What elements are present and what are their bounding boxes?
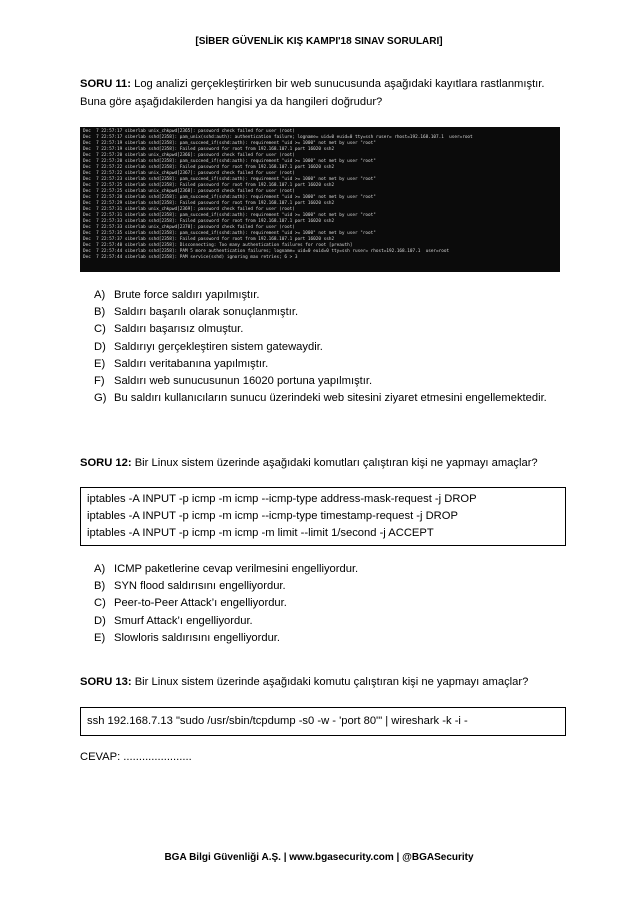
log-line: Dec 7 22:57:17 siberlab unix_chkpwd[2365]: password check failed for user (root) — [83, 129, 295, 134]
log-line: Dec 7 22:57:31 siberlab sshd[2358]: pam_succeed_if(sshd:auth): requirement "uid >= 1000" not met by user "root" — [83, 213, 376, 218]
log-line: Dec 7 22:57:22 siberlab unix_chkpwd[2367]: password check failed for user (root) — [83, 171, 295, 176]
option-item — [94, 613, 554, 630]
option-item — [94, 630, 554, 647]
option-text: Saldırı başarısız olmuştur. — [114, 323, 244, 336]
option-item — [94, 287, 554, 304]
log-line: Dec 7 22:57:17 siberlab sshd[2358]: pam_unix(sshd:auth): authentication failure; logname= uid=0 euid=0 tty=ssh ruser= rhost=192.168.107.1 user=root — [83, 135, 473, 140]
question-13-text: Bir Linux sistem üzerinde aşağıdaki komutu çalıştıran kişi ne yapmayı amaçlar? — [131, 676, 529, 688]
log-line: Dec 7 22:57:25 siberlab unix_chkpwd[2368]: password check failed for user (root) — [83, 189, 295, 194]
option-item — [94, 373, 554, 390]
option-key: E) — [94, 357, 106, 370]
log-terminal — [80, 127, 560, 272]
option-key: B) — [94, 580, 106, 593]
question-12-text: Bir Linux sistem üzerinde aşağıdaki komutları çalıştıran kişi ne yapmayı amaçlar? — [131, 457, 538, 469]
log-line: Dec 7 22:57:29 siberlab sshd[2358]: Failed password for root from 192.168.107.1 port 16020 ssh2 — [83, 201, 335, 206]
option-text: Saldırıyı gerçekleştiren sistem gatewaydir. — [114, 340, 323, 353]
question-12-options — [94, 561, 554, 647]
option-key: A) — [94, 563, 106, 575]
option-text: Saldırı veritabanına yapılmıştır. — [114, 357, 269, 370]
log-line: Dec 7 22:57:33 siberlab unix_chkpwd[2370]: password check failed for user (root) — [83, 225, 295, 230]
question-12-command-box — [80, 487, 566, 546]
question-11-label: SORU 11: — [80, 78, 131, 90]
option-key: D) — [94, 614, 106, 627]
question-13-label: SORU 13: — [80, 676, 132, 688]
question-12-label: SORU 12: — [80, 457, 132, 469]
option-item — [94, 578, 554, 595]
option-item — [94, 595, 554, 612]
option-text: Peer-to-Peer Attack’ı engelliyordur. — [114, 597, 287, 610]
question-13-command-box — [80, 707, 566, 736]
page-footer: BGA Bilgi Güvenliği A.Ş. | www.bgasecurity.com | @BGASecurity — [164, 852, 474, 863]
question-13 — [80, 673, 560, 691]
log-line: Dec 7 22:57:35 siberlab sshd[2358]: pam_succeed_if(sshd:auth): requirement "uid >= 1000" not met by user "root" — [83, 231, 376, 236]
log-line: Dec 7 22:57:23 siberlab sshd[2358]: pam_succeed_if(sshd:auth): requirement "uid >= 1000" not met by user "root" — [83, 177, 376, 182]
answer-line: CEVAP: ...................... — [80, 751, 192, 763]
question-11 — [80, 75, 560, 111]
option-key: F) — [94, 375, 105, 388]
log-line: Dec 7 22:57:31 siberlab unix_chkpwd[2369]: password check failed for user (root) — [83, 207, 295, 212]
option-text: Brute force saldırı yapılmıştır. — [114, 289, 260, 301]
log-line: Dec 7 22:57:19 siberlab sshd[2358]: Failed password for root from 192.168.107.1 port 16020 ssh2 — [83, 147, 335, 152]
question-11-text: Log analizi gerçekleştirirken bir web sunucusunda aşağıdaki kayıtlara rastlanmıştır. Buna göre aşağıdakilerden hangisi ya da hangileri doğrudur? — [80, 78, 545, 108]
question-11-options — [94, 287, 554, 407]
option-text: ICMP paketlerine cevap verilmesini engelliyordur. — [114, 563, 359, 575]
command-line: iptables -A INPUT -p icmp -m icmp -m limit --limit 1/second -j ACCEPT — [87, 527, 434, 539]
log-line: Dec 7 22:57:33 siberlab sshd[2358]: Failed password for root from 192.168.107.1 port 16020 ssh2 — [83, 219, 335, 224]
log-line: Dec 7 22:57:28 siberlab sshd[2358]: pam_succeed_if(sshd:auth): requirement "uid >= 1000" not met by user "root" — [83, 195, 376, 200]
option-key: D) — [94, 340, 106, 353]
log-line: Dec 7 22:57:22 siberlab sshd[2358]: Failed password for root from 192.168.107.1 port 16020 ssh2 — [83, 165, 335, 170]
option-item — [94, 561, 554, 578]
log-line: Dec 7 22:57:44 siberlab sshd[2358]: PAM 5 more authentication failures; logname= uid=0 euid=0 tty=ssh ruser= rhost=192.168.107.1 user=root — [83, 249, 450, 254]
command-line: iptables -A INPUT -p icmp -m icmp --icmp-type timestamp-request -j DROP — [87, 510, 458, 522]
option-key: B) — [94, 306, 106, 319]
log-line: Dec 7 22:57:25 siberlab sshd[2358]: Failed password for root from 192.168.107.1 port 16020 ssh2 — [83, 183, 335, 188]
question-12 — [80, 454, 560, 472]
log-line: Dec 7 22:57:20 siberlab sshd[2358]: pam_succeed_if(sshd:auth): requirement "uid >= 1000" not met by user "root" — [83, 159, 376, 164]
option-key: A) — [94, 289, 106, 301]
option-item — [94, 321, 554, 338]
option-text: SYN flood saldırısını engelliyordur. — [114, 580, 286, 593]
command-line: ssh 192.168.7.13 "sudo /usr/sbin/tcpdump -s0 -w - 'port 80'" | wireshark -k -i - — [87, 715, 468, 727]
option-item — [94, 339, 554, 356]
option-text: Saldırı başarılı olarak sonuçlanmıştır. — [114, 306, 299, 319]
option-text: Slowloris saldırısını engelliyordur. — [114, 631, 281, 644]
log-line: Dec 7 22:57:19 siberlab sshd[2358]: pam_succeed_if(sshd:auth): requirement "uid >= 1000" not met by user "root" — [83, 141, 376, 146]
option-key: C) — [94, 323, 106, 336]
option-key: G) — [94, 392, 107, 405]
option-item — [94, 390, 554, 407]
option-text: Smurf Attack’ı engelliyordur. — [114, 614, 253, 627]
option-text: Saldırı web sunucusunun 16020 portuna yapılmıştır. — [114, 375, 373, 388]
command-line: iptables -A INPUT -p icmp -m icmp --icmp-type address-mask-request -j DROP — [87, 493, 477, 505]
log-line: Dec 7 22:57:44 siberlab sshd[2358]: PAM service(sshd) ignoring max retries; 6 > 3 — [83, 255, 298, 260]
option-text: Bu saldırı kullanıcıların sunucu üzerindeki web sitesini ziyaret etmesini engellemektedir. — [114, 392, 547, 405]
option-key: C) — [94, 597, 106, 610]
log-line: Dec 7 22:57:40 siberlab sshd[2358]: Disconnecting: Too many authentication failures for root [preauth] — [83, 243, 353, 248]
log-line: Dec 7 22:57:20 siberlab unix_chkpwd[2366]: password check failed for user (root) — [83, 153, 295, 158]
option-item — [94, 356, 554, 373]
option-item — [94, 304, 554, 321]
option-key: E) — [94, 631, 106, 644]
log-line: Dec 7 22:57:37 siberlab sshd[2358]: Failed password for root from 192.168.107.1 port 16020 ssh2 — [83, 237, 335, 242]
page-header: [SİBER GÜVENLİK KIŞ KAMPI'18 SINAV SORULARI] — [195, 36, 443, 47]
